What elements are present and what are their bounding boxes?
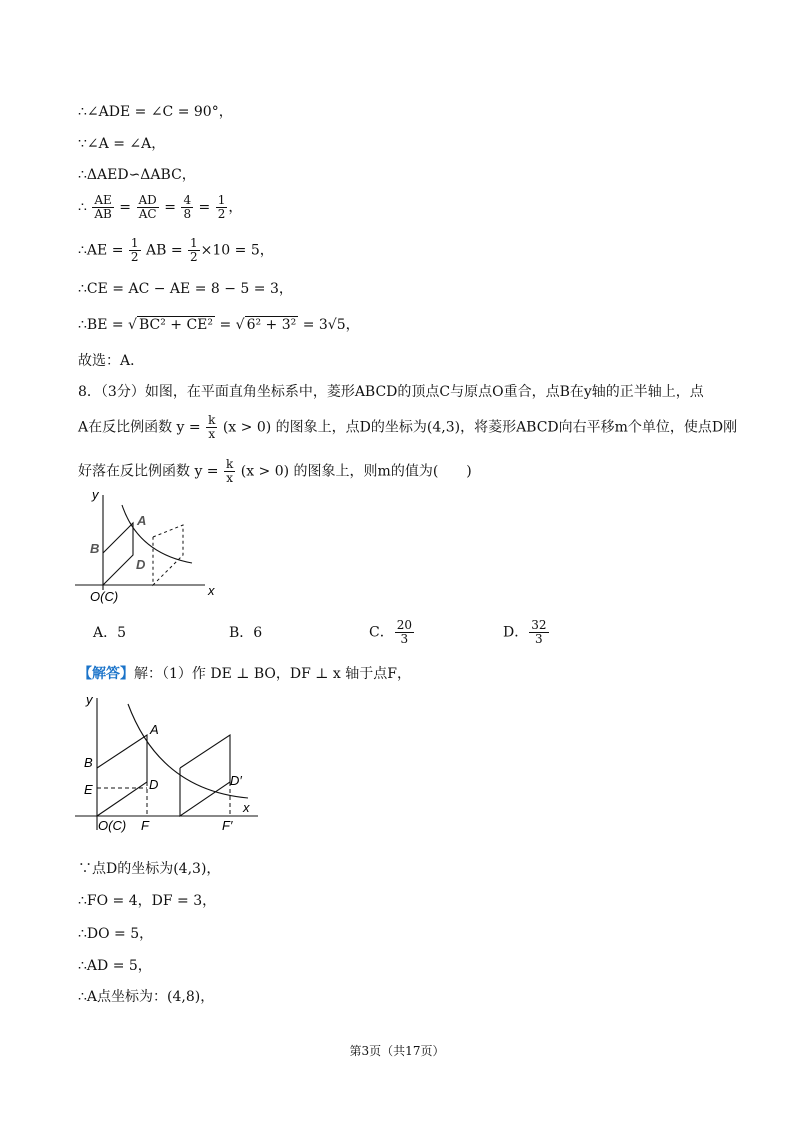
question-line-1: 8．（3分）如图，在平面直角坐标系中，菱形ABCD的顶点C与原点O重合，点B在y轴的正半轴上，点 xyxy=(78,384,704,400)
fraction: $\frac{1}{2}$ xyxy=(217,193,226,221)
solution-header: 【解答】解：（1）作 DE ⊥ BO，DF ⊥ x 轴于点F， xyxy=(78,666,411,682)
point-b-label: B xyxy=(84,755,93,770)
solution-line-5: ∴AE = $\frac{1}{2}$ AB = $\frac{1}{2}$ ×10 = 5， xyxy=(78,236,274,264)
point-f-label: F xyxy=(141,818,149,833)
fraction: $\frac{1}{2}$ xyxy=(190,236,198,264)
point-d-label: D xyxy=(149,777,159,792)
point-a-label: A xyxy=(150,722,159,737)
question-figure xyxy=(70,485,230,605)
point-d-prime-label: D′ xyxy=(230,773,242,788)
solution-line-4: ∴ $\frac{AE}{AB}$ = $\frac{AD}{AC}$ = $\frac{4}{8}$ = $\frac{1}{2}$ ， xyxy=(78,193,243,221)
y-axis-label: y xyxy=(86,692,93,707)
fraction: $\frac{1}{2}$ xyxy=(130,236,139,264)
solution-figure xyxy=(70,690,270,850)
solution-line-7: ∴BE = √ BC² + CE² = √ 6² + 3² = 3√5， xyxy=(78,317,360,333)
page-footer: 第3页（共17页） xyxy=(349,1044,445,1058)
point-e-label: E xyxy=(84,782,93,797)
fraction: $\frac{AE}{AB}$ xyxy=(94,193,112,221)
origin-label: O(C) xyxy=(90,589,119,604)
y-axis-label: y xyxy=(92,487,99,502)
answer-choice-line: 故选：A． xyxy=(78,353,145,369)
option-b: B．6 xyxy=(229,625,263,641)
x-axis-label: x xyxy=(208,583,215,598)
step-5: ∴A点坐标为：(4,8)， xyxy=(78,989,215,1005)
step-4: ∴AD = 5， xyxy=(78,958,152,974)
solution-line-2: ∵∠A = ∠A， xyxy=(78,136,166,152)
solution-line-1: ∴∠ADE = ∠C = 90°， xyxy=(78,104,233,120)
question-line-3: 好落在反比例函数 y = $\frac{k}{x}$ (x > 0) 的图象上，则m的值为( ) xyxy=(78,457,472,485)
solution-line-3: ∴ΔAED∽ΔABC， xyxy=(78,167,196,183)
point-a-label: A xyxy=(137,513,147,528)
option-a: A．5 xyxy=(93,625,127,641)
fraction: $\frac{k}{x}$ xyxy=(226,457,234,485)
step-1: ∵点D的坐标为(4,3)， xyxy=(78,861,221,877)
fraction: $\frac{4}{8}$ xyxy=(183,193,192,221)
point-f-prime-label: F′ xyxy=(222,818,233,833)
question-line-2: A在反比例函数 y = $\frac{k}{x}$ (x > 0) 的图象上，点D的坐标为(4,3)，将菱形ABCD向右平移m个单位，使点D刚 xyxy=(78,413,738,441)
origin-label: O(C) xyxy=(98,818,127,833)
x-axis-label: x xyxy=(243,800,250,815)
option-c: C． $\frac{20}{3}$ xyxy=(369,618,412,646)
fraction: $\frac{AD}{AC}$ xyxy=(138,193,157,221)
point-b-label: B xyxy=(90,541,100,556)
option-d: D． $\frac{32}{3}$ xyxy=(503,618,547,646)
solution-line-6: ∴CE = AC − AE = 8 − 5 = 3， xyxy=(78,281,293,297)
fraction: $\frac{k}{x}$ xyxy=(208,413,216,441)
step-3: ∴DO = 5， xyxy=(78,926,154,942)
point-d-label: D xyxy=(136,557,146,572)
step-2: ∴FO = 4，DF = 3， xyxy=(78,893,217,909)
